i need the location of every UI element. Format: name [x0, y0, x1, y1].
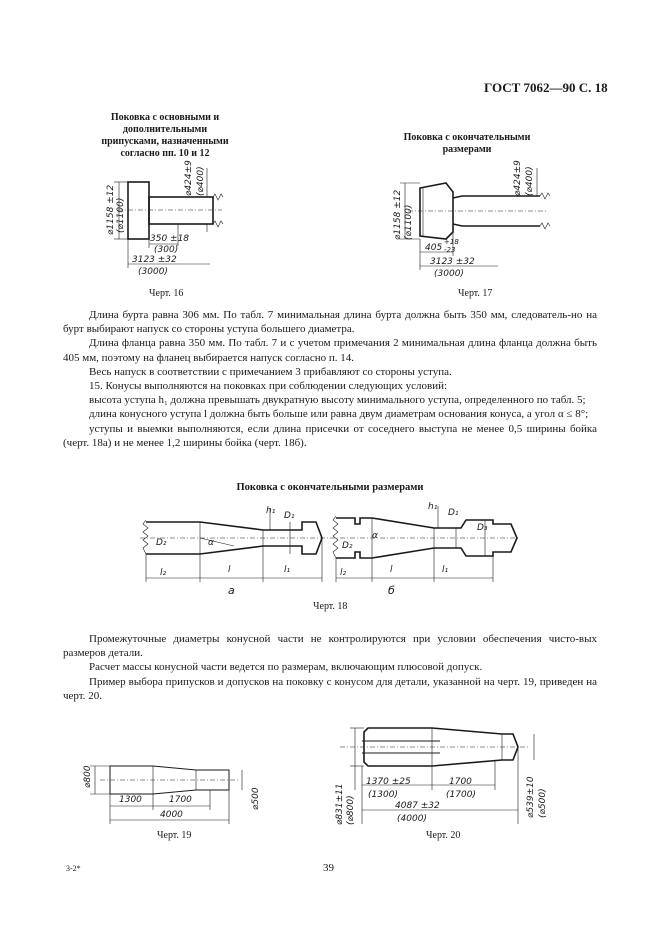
fig19-dim-d800: ⌀800 [83, 765, 93, 788]
fig16-dim-d2: ⌀424±9 [184, 160, 194, 196]
fig20-dim-l1b: (1300) [368, 790, 398, 800]
fig17-dim-d2b: (⌀400) [525, 166, 535, 196]
fig20-dim-d2: ⌀539±10 [526, 776, 536, 818]
fig16-dim-l2: 3123 ±32 [132, 255, 177, 265]
fig17-caption-line: Поковка с окончательными [403, 132, 531, 143]
fig16-dim-d2b: (⌀400) [196, 166, 206, 196]
fig17-dim-l2: 3123 ±32 [430, 257, 475, 267]
fig20-dim-d2b: (⌀500) [538, 788, 548, 818]
fig16-caption-line: согласно пп. 10 и 12 [120, 148, 210, 159]
fig17-dim-l1-tol-upper: +18 [444, 238, 459, 246]
paragraph: Расчет массы конусной части ведется по размерам, включающим плюсовой допуск. [89, 661, 483, 674]
fig18b-h1: h₁ [428, 502, 438, 512]
fig18b-l2: l₂ [340, 568, 347, 578]
fig16-dim-l2b: (3000) [138, 267, 168, 277]
fig20-dim-d1: ⌀831±11 [335, 783, 345, 825]
fig16-dim-d1b: (⌀1100) [116, 197, 126, 233]
fig18b-d3: D₃ [477, 523, 488, 533]
fig17-dim-d1: ⌀1158 ±12 [393, 189, 403, 240]
fig18b-alpha: α [372, 531, 378, 541]
fig17-dim-l1-tol-lower: -23 [444, 246, 456, 254]
fig20-dim-l2: 1700 [449, 777, 472, 787]
fig19-label: Черт. 19 [157, 830, 192, 841]
paragraph: Длина фланца равна 350 мм. По табл. 7 и с учетом примечания 2 минимальная длина фланца должна быть 405 мм, поэтому на фланец выбирается напуск согласно п. 14. [63, 337, 597, 364]
fig17-dim-l2b: (3000) [434, 269, 464, 279]
fig16-caption-line: дополнительными [122, 124, 208, 135]
fig18a-h1: h₁ [266, 506, 276, 516]
paragraph: длина конусного уступа l должна быть больше или равна двум диаметрам основания конуса, а угол α ≤ 8°; [89, 408, 589, 421]
fig18a-alpha: α [208, 538, 214, 548]
fig19-dim-d500: ⌀500 [251, 787, 261, 810]
paragraph: Промежуточные диаметры конусной части не контролируются при условии обеспечения чисто-вых размеров детали. [63, 633, 597, 660]
fig18a-l: l [228, 565, 231, 575]
fig17-dim-d1b: (⌀1100) [404, 204, 414, 240]
fig17-caption-line: размерами [442, 144, 492, 155]
fig18b-d1: D₁ [448, 508, 459, 518]
fig17-label: Черт. 17 [458, 288, 493, 299]
fig18-title: Поковка с окончательными размерами [236, 482, 424, 493]
fig18b-d2: D₂ [342, 541, 353, 551]
fig20-dim-l3b: (4000) [397, 814, 427, 824]
fig17-dim-d2: ⌀424±9 [513, 160, 523, 196]
fig16-dim-l1: 350 ±18 [150, 234, 190, 244]
fig17-dim-l1: 405 [425, 243, 443, 253]
footer-mark: 3-2* [66, 864, 81, 873]
fig16-label: Черт. 16 [149, 288, 184, 299]
fig16-caption-line: Поковка с основными и [110, 112, 220, 123]
fig18-label: Черт. 18 [313, 601, 348, 612]
paragraph: Длина бурта равна 306 мм. По табл. 7 минимальная длина бурта должна быть 350 мм, следователь-но на бурт выбирают напуск со стороны уступа большего диаметра. [63, 309, 597, 336]
fig18a-d1: D₁ [284, 511, 295, 521]
fig20-dim-l1: 1370 ±25 [366, 777, 411, 787]
fig18a-sub: а [228, 584, 235, 597]
fig18b-l: l [390, 565, 393, 575]
paragraph: уступы и выемки выполняются, если длина присечки от соседнего выступа не менее 0,5 ширины бойка (черт. 18а) и не менее 1,2 ширины бойка (черт. 18б). [63, 422, 597, 449]
fig20-dim-l2b: (1700) [446, 790, 476, 800]
fig20-dim-d1b: (⌀800) [346, 795, 356, 825]
fig18b-sub: б [388, 584, 395, 597]
paragraph: Пример выбора припусков и допусков на поковку с конусом для детали, указанной на черт. 19, приведен на черт. 20. [63, 675, 597, 702]
fig19-dim-4000: 4000 [160, 810, 183, 820]
paragraph: высота уступа h₁ должна превышать двукратную высоту минимального уступа, определенного по табл. 5; [89, 394, 586, 407]
fig16-dim-l1b: (300) [154, 245, 179, 255]
fig18a-l1: l₁ [284, 565, 291, 575]
fig18a-l2: l₂ [160, 568, 167, 578]
fig20-dim-l3: 4087 ±32 [395, 801, 440, 811]
paragraph: 15. Конусы выполняются на поковках при соблюдении следующих условий: [89, 380, 448, 393]
page-header-standard: ГОСТ 7062—90 С. 18 [484, 80, 608, 95]
fig19-dim-1300: 1300 [119, 795, 142, 805]
fig16-caption-line: припусками, назначенными [101, 136, 229, 147]
page-number: 39 [323, 862, 334, 874]
fig18b-l1: l₁ [442, 565, 449, 575]
fig18a-d2: D₂ [156, 538, 167, 548]
paragraph: Весь напуск в соответствии с примечанием 3 прибавляют со стороны уступа. [89, 365, 452, 378]
fig16-dim-d1: ⌀1158 ±12 [106, 184, 116, 235]
fig20-label: Черт. 20 [426, 830, 461, 841]
fig19-dim-1700: 1700 [169, 795, 192, 805]
